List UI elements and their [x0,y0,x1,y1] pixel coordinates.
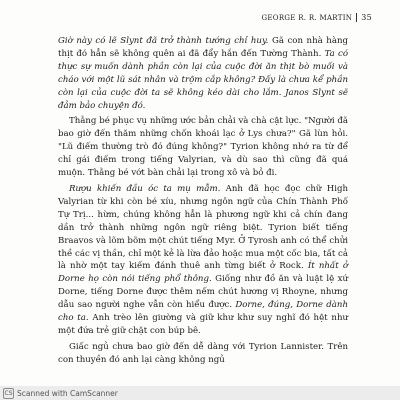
italic-thought: Ít nhất ở Dorne họ còn nói tiếng phổ thông. [58,261,348,285]
author-name: GEORGE R. R. MARTIN [261,13,353,22]
scanner-footer [0,386,400,400]
camscanner-logo-icon: CS [4,389,13,397]
header-divider [356,13,357,22]
paragraph [58,115,348,180]
page-number: 35 [361,13,372,22]
text-segment: Giống như đồ ăn và luật lệ xứ Dorne, tiếng Dorne được thêm nếm chút hương vị Rhoyne, nhưng dẫu sao người nghe vẫn còn hiểu được. [58,274,349,311]
text-segment: Gã con nhà hàng thịt đó hẳn sẽ không quên ai đã đẩy hắn đến Tường Thành. [58,36,348,59]
paragraph [58,341,348,367]
body-text [58,35,348,367]
italic-thought: Dorne, đúng, Dorne dành cho ta. [58,300,348,324]
text-segment: Anh đã học đọc chữ High Valyrian từ khi còn bé xíu, nhưng ngôn ngữ của Chín Thành Phố Tự Trị... hừm, chúng không hẳn là phương ngữ khi cả chín đang dần trở thành những ngôn ngữ riêng biệt. Tyrion biết tiếng Braavos và lõm bõm một chút tiếng Myr. Ở Tyrosh anh có thể chửi thề các vị thần, chỉ một kẻ là lừa đảo hoặc mua một cốc bia, tất cả là nhờ một tay kiếm đánh thuê anh từng biết ở Rock. [58,183,349,272]
scanner-watermark-text: Scanned with CamScanner [17,388,118,398]
text-segment: Anh trèo lên giường và giữ khư khư suy nghĩ đó hệt như một đứa trẻ giữ chặt con búp bê. [58,313,349,336]
italic-thought: Ta có thực sự muốn dành phần còn lại của cuộc đời ăn thịt bò muối và cháo với một lũ sát nhân và trộm cắp không? Đấy là chưa kể phần còn lại của cuộc đời ta sẽ không kéo dài cho lắm. Janos Slynt sẽ đảm bảo chuyện đó. [58,48,348,111]
paragraph [58,183,348,338]
paragraph [58,35,348,112]
running-head [262,13,373,22]
text-segment: Giấc ngủ chưa bao giờ đến dễ dàng với Tyrion Lannister. Trên con thuyền đó anh lại càng không ngủ [58,341,348,365]
italic-thought: Rượu khiến đầu óc ta mụ mẫm. [69,183,221,194]
italic-thought: Giờ này có lẽ Slynt đã trở thành tướng chỉ huy. [58,36,269,46]
text-segment: Thằng bé phục vụ những ước bản chải và chà cật lực. "Người đã bao giờ đến thăm những chốn khoái lạc ở Lys chưa?" Gã lùn hỏi. "Lũ điếm thường trò đó đúng không?" Tyrion không nhớ ra từ để chỉ gái điếm trong tiếng Valyrian, và dù sao thì cũng đã quá muộn. Thằng bé vớt bàn chải lại trong xô và bỏ đi. [58,116,348,179]
